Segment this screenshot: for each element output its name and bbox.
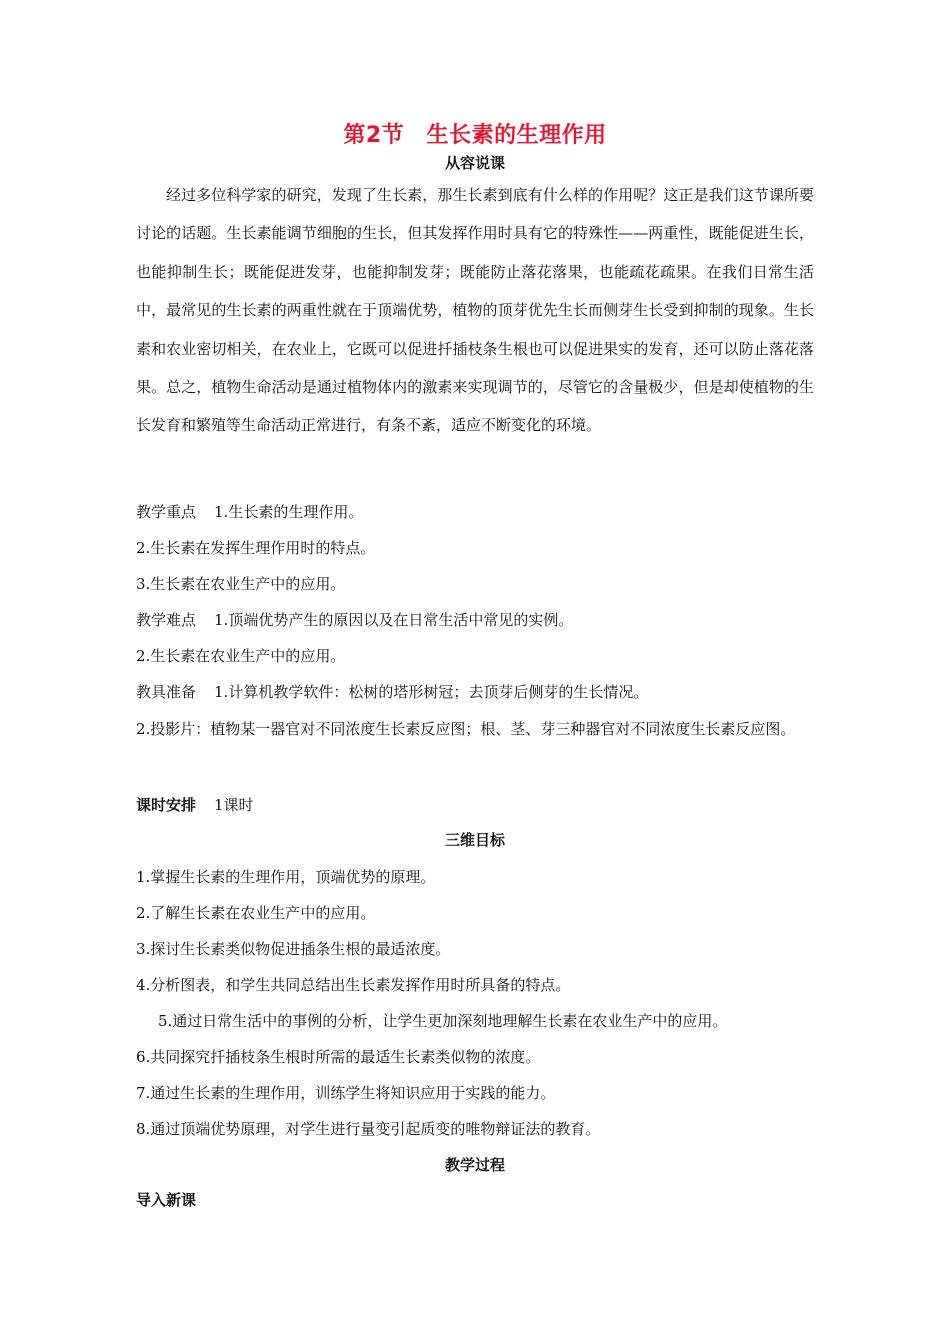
key-points-line-1 xyxy=(136,502,826,522)
schedule-label: 课时安排 xyxy=(136,796,197,814)
intro-new-lesson-heading: 导入新课 xyxy=(136,1191,197,1209)
difficulty-item: 1.顶端优势产生的原因以及在日常生活中常见的实例。 xyxy=(214,611,574,629)
difficulties-label: 教学难点 xyxy=(136,611,197,629)
difficulties-line-1 xyxy=(136,610,826,630)
objective-item: 1.掌握生长素的生理作用，顶端优势的原理。 xyxy=(136,868,436,886)
schedule-line xyxy=(136,795,826,815)
objectives-heading: 三维目标 xyxy=(444,831,505,849)
key-points-label: 教学重点 xyxy=(136,503,197,521)
materials-line-1 xyxy=(136,682,826,702)
objective-item: 8.通过顶端优势原理，对学生进行量变引起质变的唯物辩证法的教育。 xyxy=(136,1120,601,1138)
key-point-item: 1.生长素的生理作用。 xyxy=(214,503,364,521)
objective-item: 5.通过日常生活中的事例的分析，让学生更加深刻地理解生长素在农业生产中的应用。 xyxy=(158,1012,728,1030)
objective-item: 7.通过生长素的生理作用，训练学生将知识应用于实践的能力。 xyxy=(136,1084,556,1102)
section-subtitle: 从容说课 xyxy=(444,154,505,172)
materials-label: 教具准备 xyxy=(136,683,197,701)
key-point-item: 3.生长素在农业生产中的应用。 xyxy=(136,575,346,593)
process-heading: 教学过程 xyxy=(444,1156,505,1174)
key-point-item: 2.生长素在发挥生理作用时的特点。 xyxy=(136,539,376,557)
page-title: 第2节 生长素的生理作用 xyxy=(343,123,607,148)
objective-item: 6.共同探究扦插枝条生根时所需的最适生长素类似物的浓度。 xyxy=(136,1048,541,1066)
material-item: 2.投影片：植物某一器官对不同浓度生长素反应图；根、茎、芽三种器官对不同浓度生长素反应图。 xyxy=(136,720,796,738)
objective-item: 2.了解生长素在农业生产中的应用。 xyxy=(136,904,376,922)
difficulty-item: 2.生长素在农业生产中的应用。 xyxy=(136,647,346,665)
objective-item: 4.分析图表，和学生共同总结出生长素发挥作用时所具备的特点。 xyxy=(136,976,571,994)
material-item: 1.计算机教学软件：松树的塔形树冠；去顶芽后侧芽的生长情况。 xyxy=(214,683,649,701)
objective-item: 3.探讨生长素类似物促进插条生根的最适浓度。 xyxy=(136,940,451,958)
schedule-value: 1课时 xyxy=(214,796,254,814)
intro-paragraph: 经过多位科学家的研究，发现了生长素，那生长素到底有什么样的作用呢？这正是我们这节课所要讨论的话题。生长素能调节细胞的生长，但其发挥作用时具有它的特殊性——两重性，既能促进生长，也能抑制生长；既能促进发芽，也能抑制发芽；既能防止落花落果，也能疏花疏果。在我们日常生活中，最常见的生长素的两重性就在于顶端优势，植物的顶芽优先生长而侧芽生长受到抑制的现象。生长素和农业密切相关，在农业上，它既可以促进扦插枝条生根也可以促进果实的发育，还可以防止落花落果。总之，植物生命活动是通过植物体内的激素来实现调节的，尽管它的含量极少，但是却使植物的生长发育和繁殖等生命活动正常进行，有条不紊，适应不断变化的环境。 xyxy=(136,186,814,435)
